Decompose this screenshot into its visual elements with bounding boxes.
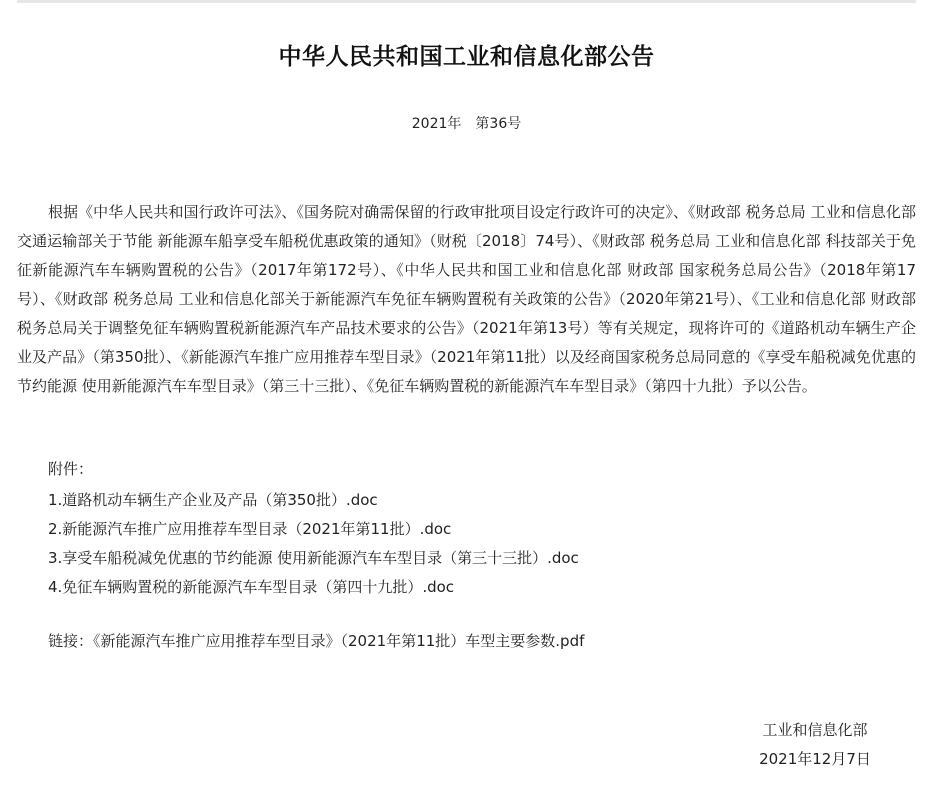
announcement-serial: 第36号 [475, 116, 522, 132]
announcement-title: 中华人民共和国工业和信息化部公告 [278, 44, 655, 70]
announcement-number [0, 113, 933, 133]
signature-org: 工业和信息化部 [762, 721, 868, 739]
attachment-link-2[interactable]: 2.新能源汽车推广应用推荐车型目录（2021年第11批）.doc [48, 520, 452, 538]
attachments-list [48, 486, 579, 602]
attachment-link-3[interactable]: 3.享受车船税减免优惠的节约能源 使用新能源汽车车型目录（第三十三批）.doc [48, 549, 579, 567]
top-divider [17, 0, 916, 3]
attachments-label: 附件： [48, 460, 94, 478]
related-link-label: 链接： [48, 632, 94, 650]
signature-date: 2021年12月7日 [759, 750, 871, 768]
related-link-pdf[interactable]: 《新能源汽车推广应用推荐车型目录》（2021年第11批）车型主要参数.pdf [93, 632, 585, 650]
announcement-year: 2021年 [411, 116, 462, 132]
announcement-body: 根据《中华人民共和国行政许可法》、《国务院对确需保留的行政审批项目设定行政许可的决定》、《财政部 税务总局 工业和信息化部 交通运输部关于节能 新能源车船享受车船税优惠政策的通知》（财税〔2018〕74号）、《财政部 税务总局 工业和信息化部 科技部关于免征新能源汽车车辆购置税的公告》（2017年第172号）、《中华人民共和国工业和信息化部 财政部 国家税务总局公告》（2018年第17号）、《财政部 税务总局 工业和信息化部关于新能源汽车免征车辆购置税有关政策的公告》（2020年第21号）、《工业和信息化部 财政部 税务总局关于调整免征车辆购置税新能源汽车产品技术要求的公告》（2021年第13号）等有关规定，现将许可的《道路机动车辆生产企业及产品》（第350批）、《新能源汽车推广应用推荐车型目录》（2021年第11批）以及经商国家税务总局同意的《享受车船税减免优惠的节约能源 使用新能源汽车车型目录》（第三十三批）、《免征车辆购置税的新能源汽车车型目录》（第四十九批）予以公告。 [17, 203, 916, 395]
attachment-link-1[interactable]: 1.道路机动车辆生产企业及产品（第350批）.doc [48, 491, 378, 509]
attachment-link-4[interactable]: 4.免征车辆购置税的新能源汽车车型目录（第四十九批）.doc [48, 578, 455, 596]
signature-block [740, 716, 890, 774]
related-link-row [48, 630, 584, 652]
